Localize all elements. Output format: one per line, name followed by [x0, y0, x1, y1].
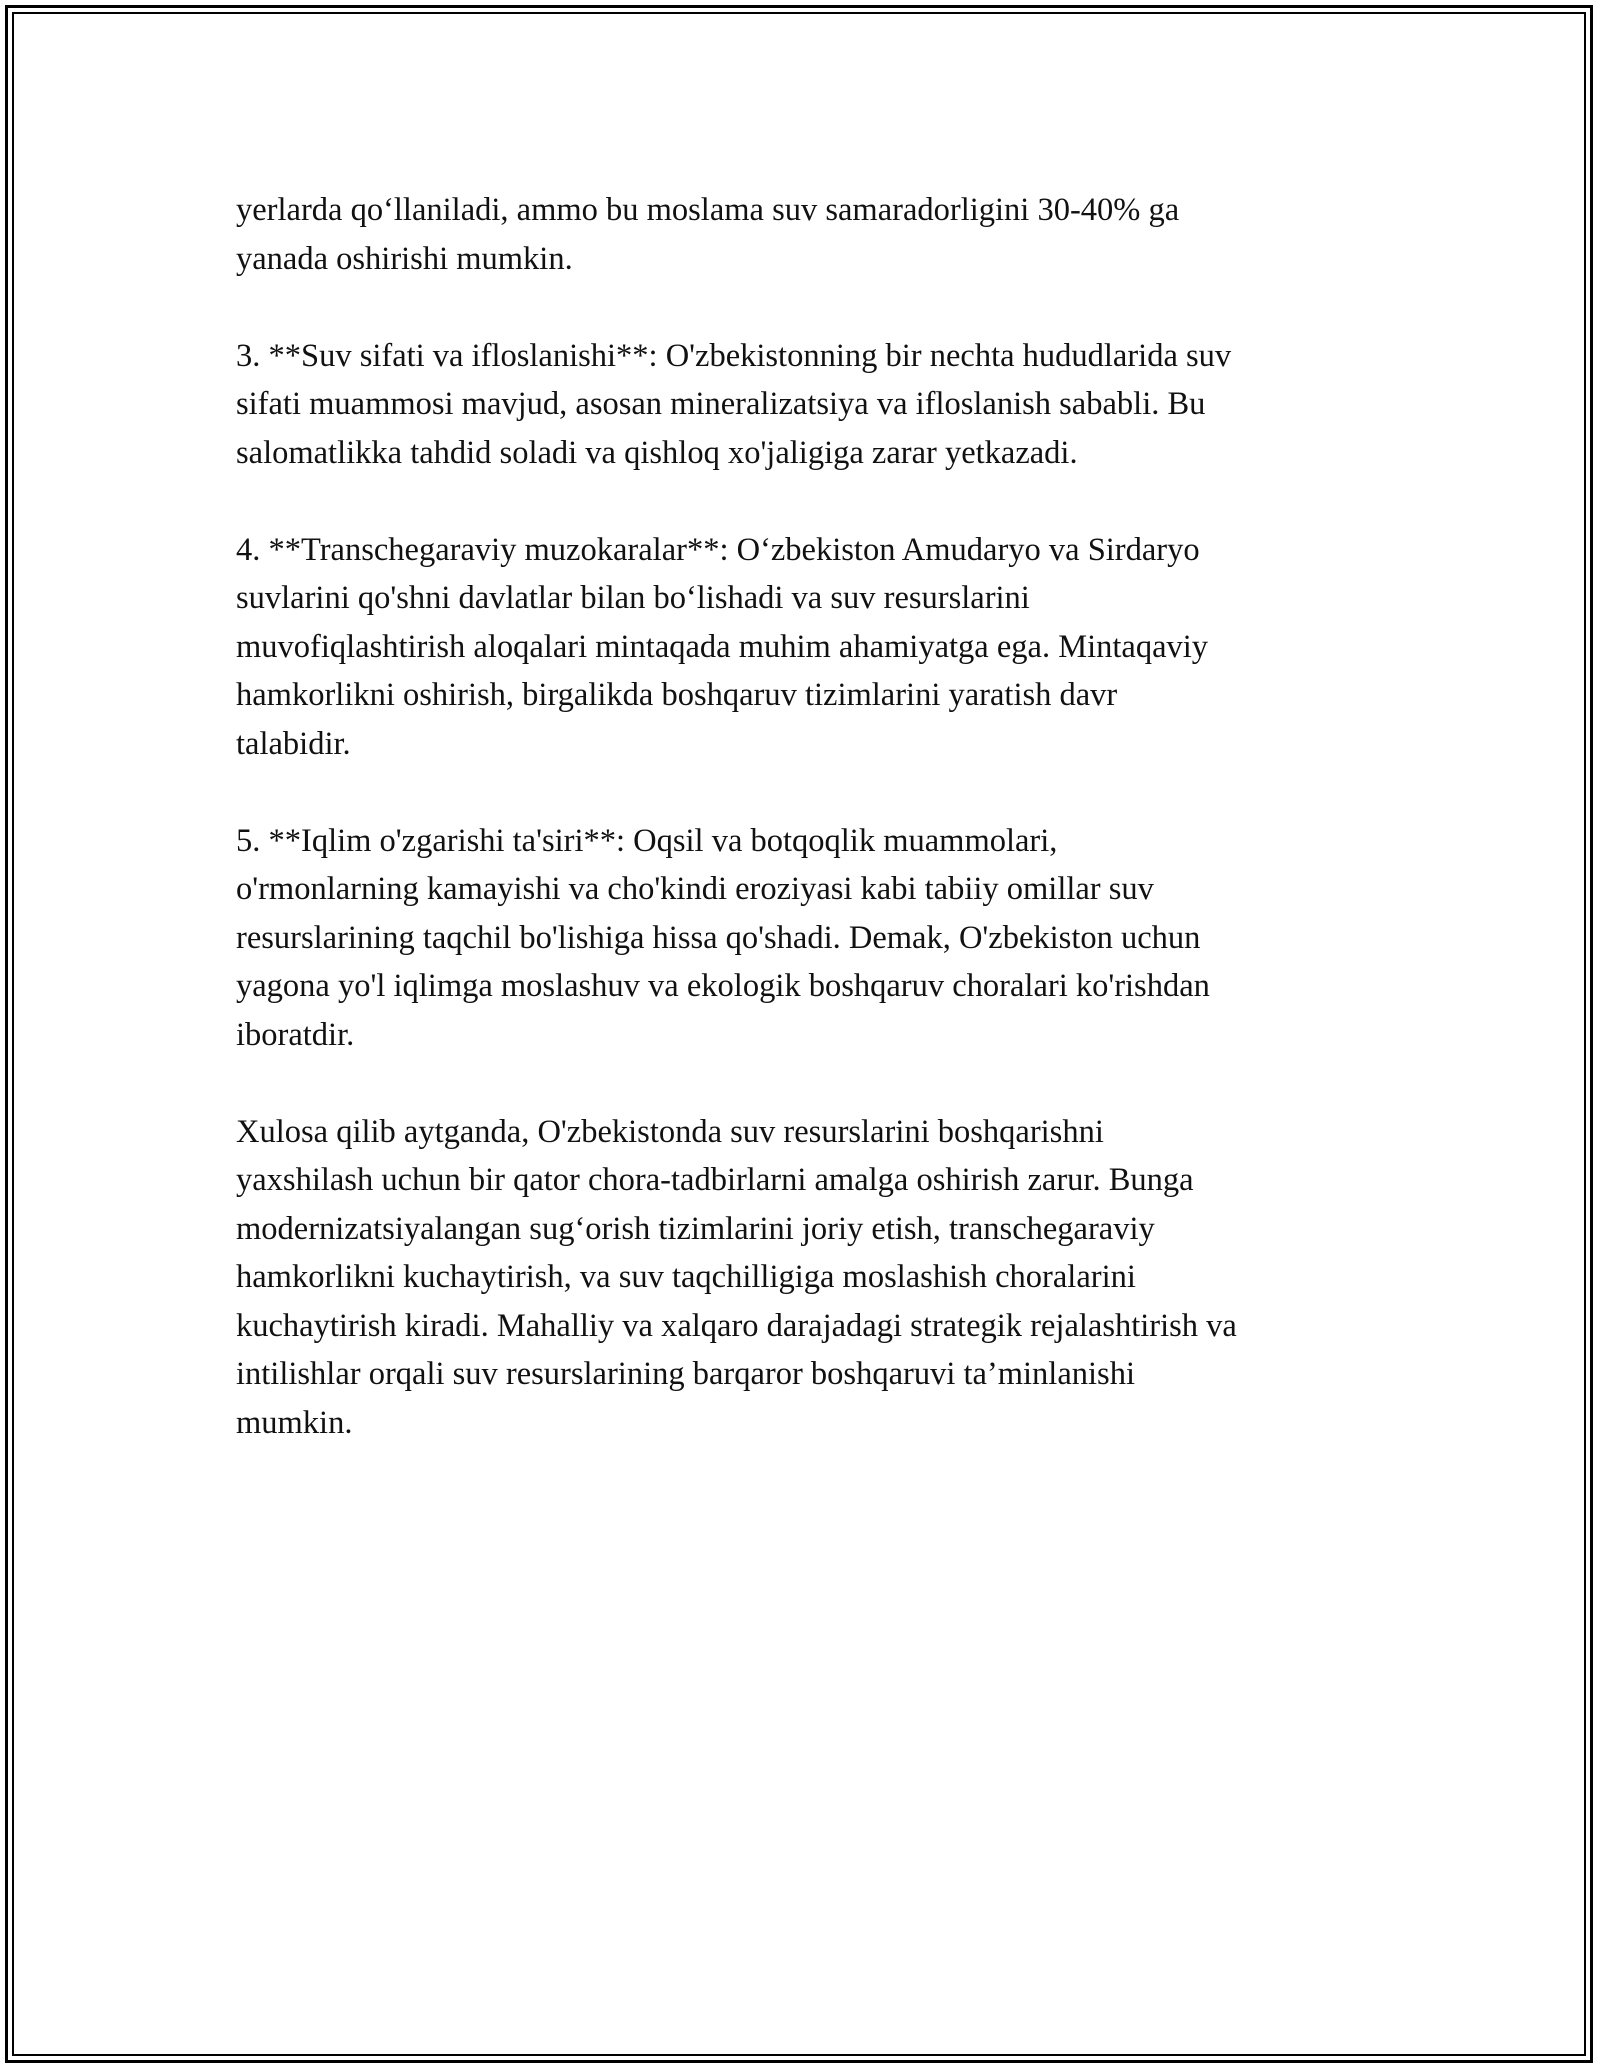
paragraph-climate-change-impact: 5. **Iqlim o'zgarishi ta'siri**: Oqsil va botqoqlik muammolari, o'rmonlarning kamayishi va cho'kindi eroziyasi kabi tabiiy omillar suv resurslarining taqchil bo'lishiga hissa qo'shadi. Demak, O'zbekiston uchun yagona yo'l iqlimga moslashuv va ekologik boshqaruv choralari ko'rishdan iboratdir.: [236, 822, 1210, 1053]
paragraph-water-quality: 3. **Suv sifati va ifloslanishi**: O'zbekistonning bir nechta hududlarida suv sifati muammosi mavjud, asosan mineralizatsiya va ifloslanish sababli. Bu salomatlikka tahdid soladi va qishloq xo'jaligiga zarar yetkazadi.: [236, 337, 1232, 471]
document-body: [236, 186, 1386, 1447]
paragraph-conclusion: Xulosa qilib aytganda, O'zbekistonda suv resurslarini boshqarishni yaxshilash uchun bir qator chora-tadbirlarni amalga oshirish zarur. Bunga modernizatsiyalangan sug‘orish tizimlarini joriy etish, transchegaraviy hamkorlikni kuchaytirish, va suv taqchilligiga moslashish choralarini kuchaytirish kiradi. Mahalliy va xalqaro darajadagi strategik rejalashtirish va intilishlar orqali suv resurslarining barqaror boshqaruvi ta’minlanishi mumkin.: [236, 1113, 1237, 1441]
paragraph-continuation: yerlarda qo‘llaniladi, ammo bu moslama suv samaradorligini 30-40% ga yanada oshirishi mumkin.: [236, 192, 1180, 277]
paragraph-transboundary-negotiations: 4. **Transchegaraviy muzokaralar**: O‘zbekiston Amudaryo va Sirdaryo suvlarini qo'shni davlatlar bilan bo‘lishadi va suv resurslarini muvofiqlashtirish aloqalari mintaqada muhim ahamiyatga ega. Mintaqaviy hamkorlikni oshirish, birgalikda boshqaruv tizimlarini yaratish davr talabidir.: [236, 531, 1209, 762]
